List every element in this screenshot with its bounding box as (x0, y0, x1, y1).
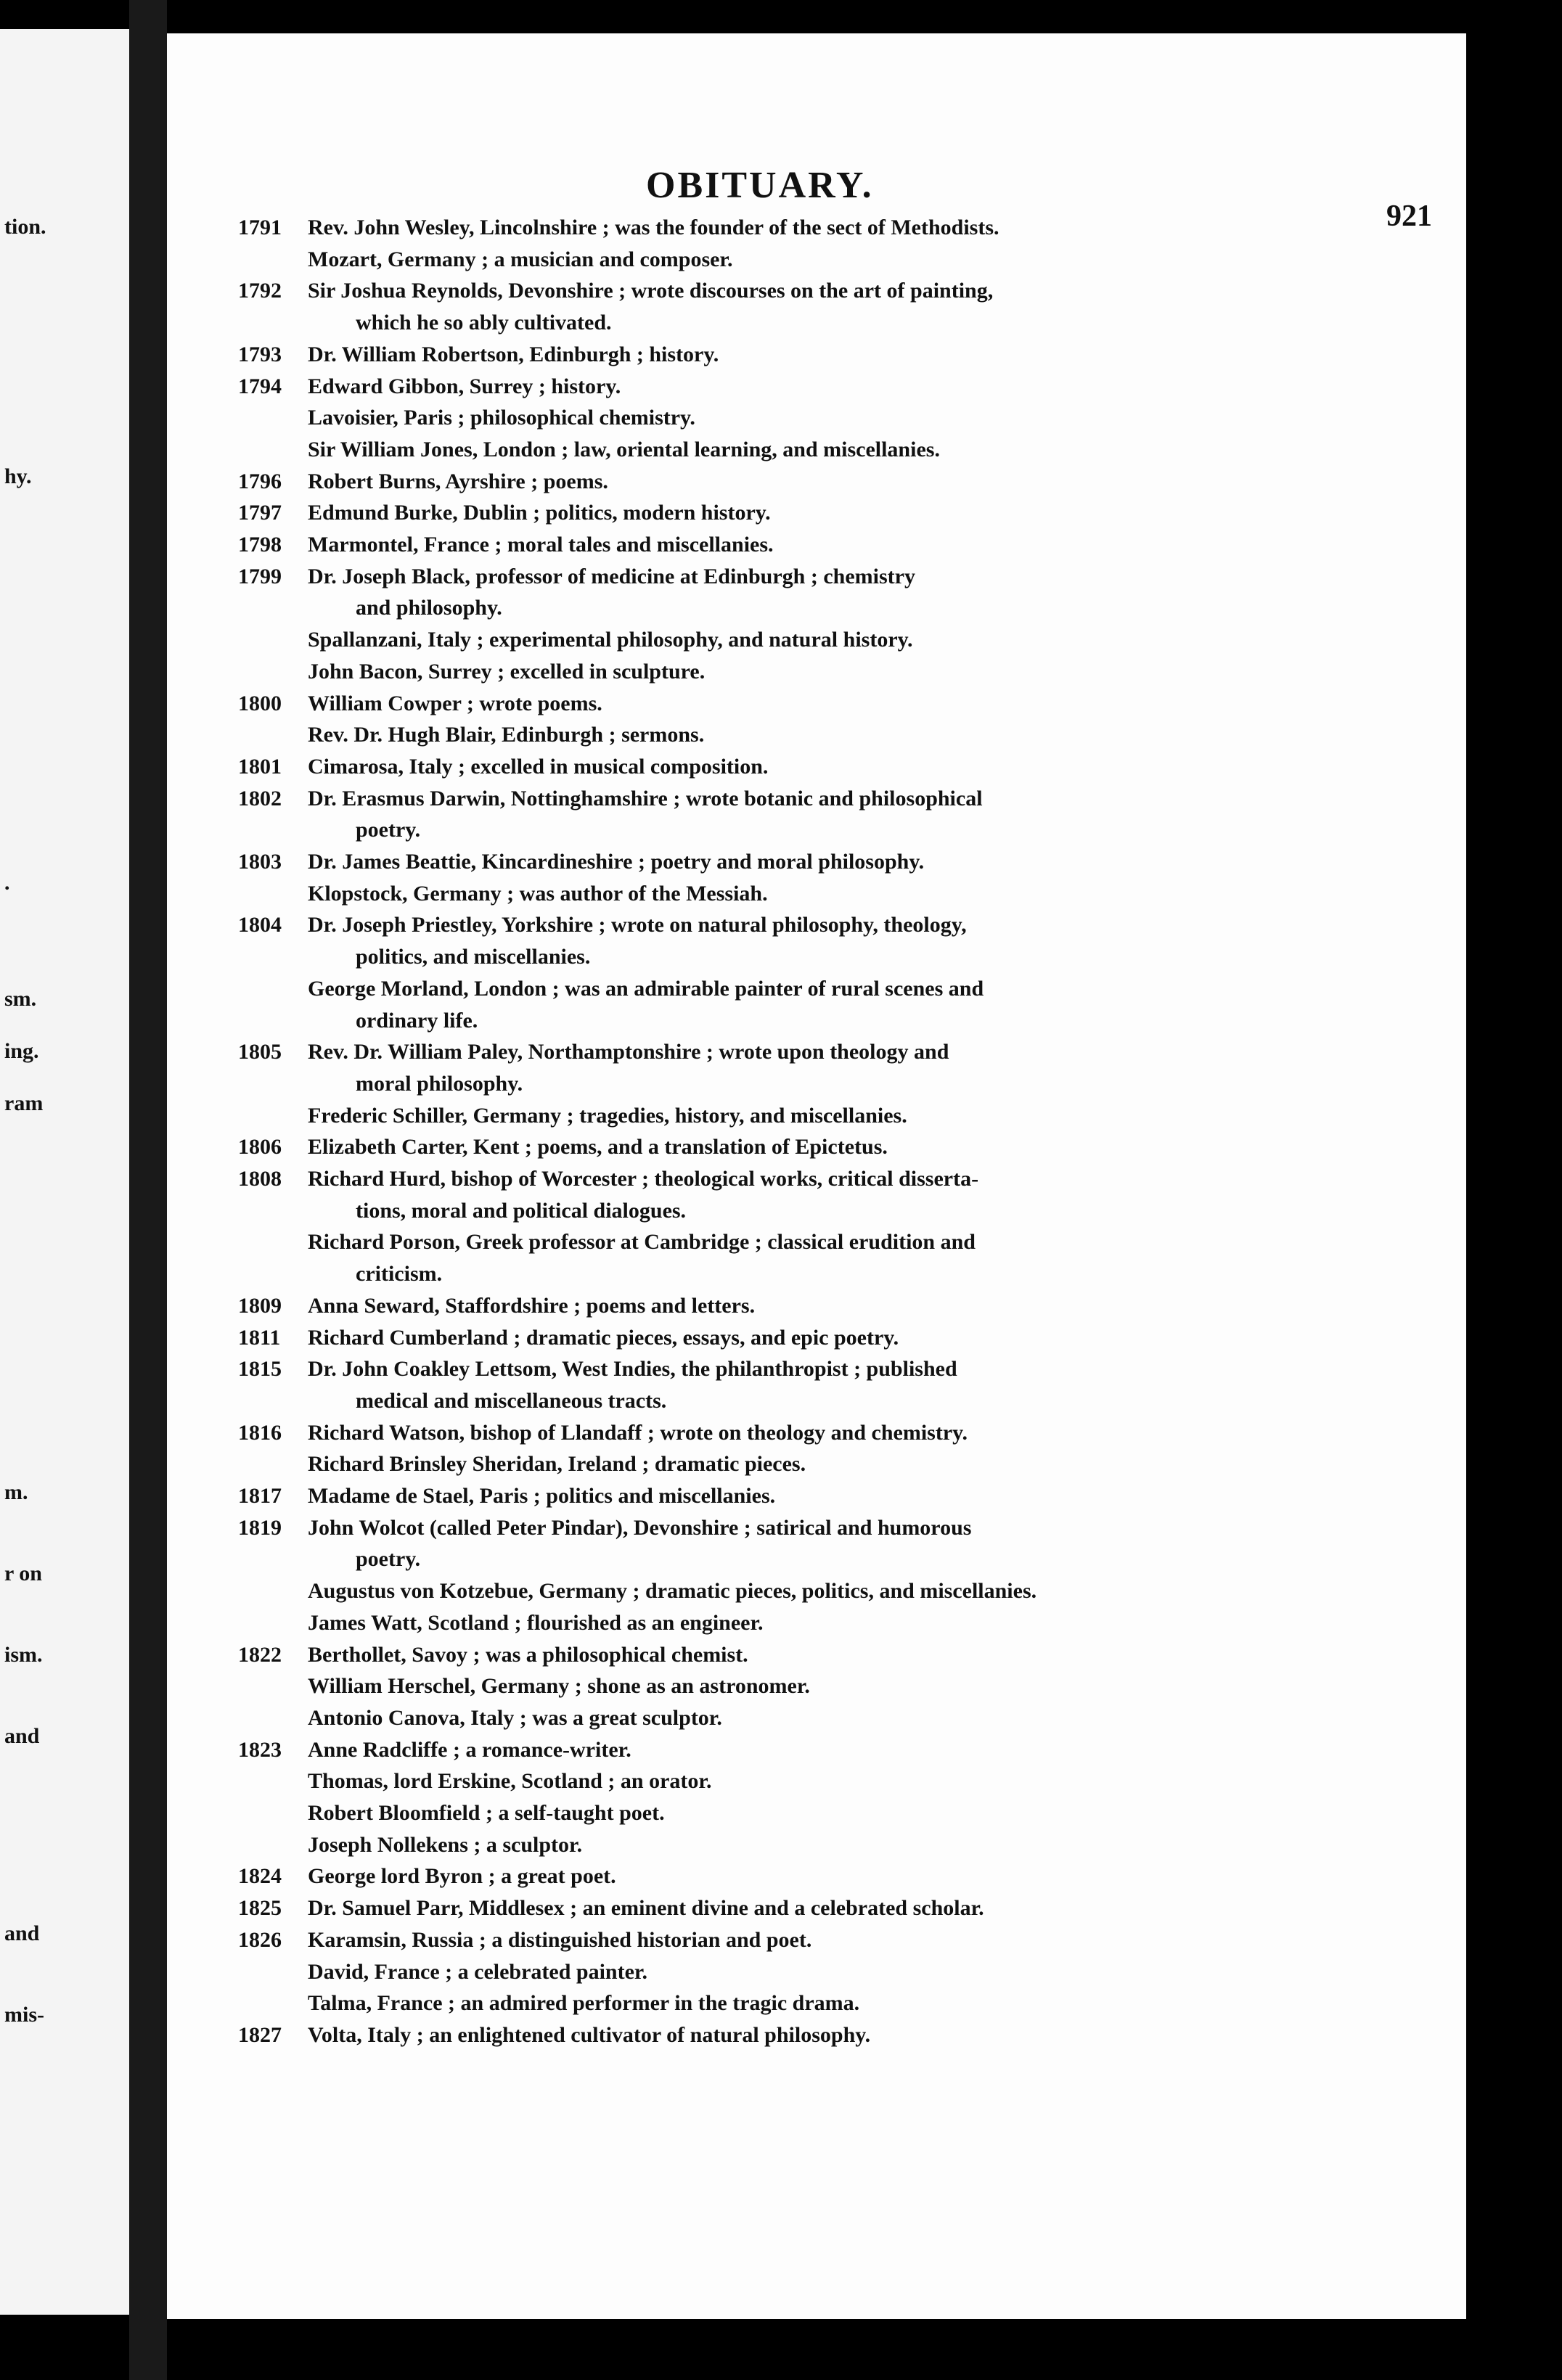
obituary-entry (238, 691, 602, 717)
entry-year: 1824 (238, 1864, 282, 1888)
entry-year: 1794 (238, 374, 282, 398)
obituary-entry (238, 1515, 971, 1541)
entry-text: Dr. James Beattie, Kincardineshire ; poetry and moral philosophy. (308, 850, 925, 874)
entry-text: Dr. Erasmus Darwin, Nottinghamshire ; wrote botanic and philosophical (308, 787, 983, 811)
entry-text: Richard Brinsley Sheridan, Ireland ; dramatic pieces. (308, 1452, 806, 1476)
obituary-entry (238, 247, 733, 273)
entry-year: 1802 (238, 787, 282, 811)
entry-text: Cimarosa, Italy ; excelled in musical composition. (308, 755, 769, 779)
entry-text: moral philosophy. (356, 1072, 523, 1096)
entry-year: 1798 (238, 533, 282, 557)
obituary-entry (238, 849, 924, 875)
entry-text: Berthollet, Savoy ; was a philosophical chemist. (308, 1643, 748, 1667)
entry-text: which he so ably cultivated. (356, 311, 612, 335)
obituary-entry (238, 2022, 870, 2048)
entry-text: and philosophy. (356, 596, 502, 620)
obituary-entry (238, 1420, 968, 1446)
entry-text: Antonio Canova, Italy ; was a great sculptor. (308, 1706, 722, 1730)
obituary-entry (238, 1800, 665, 1826)
entry-text: Marmontel, France ; moral tales and miscellanies. (308, 533, 774, 557)
obituary-entry (238, 1261, 442, 1287)
left-page-fragment: tion. (4, 215, 46, 239)
obituary-entry (238, 1927, 811, 1953)
obituary-entry (238, 627, 912, 653)
obituary-entry (238, 1705, 722, 1731)
left-page-fragment: mis- (4, 2003, 44, 2027)
obituary-entry (238, 1895, 984, 1921)
entry-text: Thomas, lord Erskine, Scotland ; an orator. (308, 1769, 712, 1793)
entry-year: 1817 (238, 1484, 282, 1508)
obituary-entry (238, 1863, 616, 1889)
entry-text: Dr. William Robertson, Edinburgh ; history. (308, 342, 719, 366)
entry-text: John Wolcot (called Peter Pindar), Devonshire ; satirical and humorous (308, 1516, 972, 1540)
entry-year: 1827 (238, 2023, 282, 2047)
scan-border (1466, 0, 1562, 2380)
entry-text: Rev. Dr. William Paley, Northamptonshire ; wrote upon theology and (308, 1040, 949, 1064)
obituary-entry (238, 722, 704, 748)
left-page-fragment: and (4, 1921, 40, 1945)
obituary-entry (238, 1293, 755, 1319)
entry-text: Edward Gibbon, Surrey ; history. (308, 374, 621, 398)
obituary-entry (238, 1832, 582, 1858)
entry-text: Madame de Stael, Paris ; politics and miscellanies. (308, 1484, 776, 1508)
entry-year: 1809 (238, 1294, 282, 1318)
entry-text: Richard Porson, Greek professor at Cambridge ; classical erudition and (308, 1230, 976, 1254)
entry-year: 1791 (238, 216, 282, 239)
entry-year: 1816 (238, 1421, 282, 1445)
entry-text: Edmund Burke, Dublin ; politics, modern history. (308, 501, 771, 525)
obituary-entry (238, 1229, 976, 1255)
entry-text: William Herschel, Germany ; shone as an astronomer. (308, 1674, 810, 1698)
entry-text: Dr. Joseph Black, professor of medicine at Edinburgh ; chemistry (308, 565, 915, 588)
obituary-entry (238, 1642, 748, 1668)
obituary-entry (238, 500, 771, 526)
obituary-entry (238, 1673, 810, 1699)
page-title: OBITUARY. (646, 165, 874, 206)
obituary-entry (238, 1959, 647, 1985)
page-number: 921 (1386, 200, 1432, 233)
obituary-entry (238, 786, 983, 812)
entry-year: 1793 (238, 342, 282, 366)
entry-year: 1826 (238, 1928, 282, 1952)
entry-text: Lavoisier, Paris ; philosophical chemistry. (308, 406, 695, 430)
entry-text: poetry. (356, 1547, 421, 1571)
left-page-fragment: ing. (4, 1039, 39, 1063)
obituary-entry (238, 1039, 949, 1065)
entry-year: 1825 (238, 1896, 282, 1920)
obituary-entry (238, 342, 719, 368)
entry-text: Sir William Jones, London ; law, oriental learning, and miscellanies. (308, 438, 940, 461)
entry-year: 1792 (238, 279, 282, 303)
obituary-entry (238, 437, 940, 463)
obituary-entry (238, 1737, 631, 1763)
obituary-entry (238, 1325, 899, 1351)
obituary-entry (238, 278, 993, 304)
entry-text: George Morland, London ; was an admirable painter of rural scenes and (308, 977, 984, 1001)
entry-year: 1819 (238, 1516, 282, 1540)
entry-year: 1805 (238, 1040, 282, 1064)
obituary-entry (238, 976, 984, 1002)
obituary-entry (238, 1768, 711, 1794)
obituary-page (167, 33, 1466, 2319)
obituary-entry (238, 912, 967, 938)
book-gutter (129, 0, 167, 2380)
entry-text: George lord Byron ; a great poet. (308, 1864, 616, 1888)
entry-text: Mozart, Germany ; a musician and composer. (308, 247, 733, 271)
entry-year: 1796 (238, 469, 282, 493)
entry-text: William Cowper ; wrote poems. (308, 692, 602, 715)
entry-text: poetry. (356, 818, 421, 842)
entry-text: Rev. John Wesley, Lincolnshire ; was the founder of the sect of Methodists. (308, 216, 999, 239)
obituary-entry (238, 532, 774, 558)
entry-text: Spallanzani, Italy ; experimental philosophy, and natural history. (308, 628, 913, 652)
left-page-fragment: . (4, 871, 10, 895)
obituary-entry (238, 1356, 957, 1382)
entry-text: Joseph Nollekens ; a sculptor. (308, 1833, 583, 1857)
entry-year: 1803 (238, 850, 282, 874)
obituary-entry (238, 215, 999, 241)
entry-text: Augustus von Kotzebue, Germany ; dramatic pieces, politics, and miscellanies. (308, 1579, 1037, 1603)
obituary-entry (238, 754, 768, 780)
entry-text: Frederic Schiller, Germany ; tragedies, history, and miscellanies. (308, 1104, 907, 1128)
entry-text: Volta, Italy ; an enlightened cultivator of natural philosophy. (308, 2023, 871, 2047)
obituary-entry (238, 1198, 686, 1224)
entry-text: Karamsin, Russia ; a distinguished historian and poet. (308, 1928, 812, 1952)
obituary-entry (238, 405, 695, 431)
obituary-entry (238, 1134, 888, 1160)
entry-year: 1799 (238, 565, 282, 588)
obituary-entry (238, 1103, 907, 1129)
left-page-fragment: m. (4, 1480, 28, 1504)
left-page-fragment: sm. (4, 987, 37, 1011)
entry-text: Sir Joshua Reynolds, Devonshire ; wrote discourses on the art of painting, (308, 279, 994, 303)
obituary-entry (238, 1578, 1036, 1604)
entry-text: John Bacon, Surrey ; excelled in sculpture. (308, 660, 706, 684)
entry-text: David, France ; a celebrated painter. (308, 1960, 647, 1984)
entry-year: 1804 (238, 913, 282, 937)
entry-year: 1797 (238, 501, 282, 525)
obituary-entry (238, 1166, 978, 1192)
entry-text: Dr. Samuel Parr, Middlesex ; an eminent divine and a celebrated scholar. (308, 1896, 984, 1920)
obituary-entry (238, 1990, 859, 2016)
entry-text: Robert Bloomfield ; a self-taught poet. (308, 1801, 665, 1825)
entry-text: tions, moral and political dialogues. (356, 1199, 687, 1223)
obituary-entry (238, 817, 420, 843)
entry-year: 1806 (238, 1135, 282, 1159)
entry-text: ordinary life. (356, 1009, 478, 1033)
entry-year: 1800 (238, 692, 282, 715)
entry-text: James Watt, Scotland ; flourished as an engineer. (308, 1611, 764, 1635)
entry-text: politics, and miscellanies. (356, 945, 591, 969)
entry-text: medical and miscellaneous tracts. (356, 1389, 667, 1413)
left-page-fragment: and (4, 1724, 40, 1748)
obituary-entry (238, 659, 705, 685)
obituary-entry (238, 564, 915, 590)
obituary-entry (238, 1451, 806, 1477)
entry-year: 1823 (238, 1738, 282, 1762)
entry-year: 1811 (238, 1326, 281, 1350)
entry-text: Richard Hurd, bishop of Worcester ; theological works, critical disserta- (308, 1167, 979, 1191)
obituary-entry (238, 1483, 775, 1509)
entry-year: 1822 (238, 1643, 282, 1667)
obituary-entry (238, 944, 590, 970)
obituary-entry (238, 881, 768, 907)
left-page-fragment: ram (4, 1091, 44, 1115)
obituary-entry (238, 374, 621, 400)
entry-year: 1815 (238, 1357, 282, 1381)
obituary-entry (238, 1071, 523, 1097)
entry-year: 1808 (238, 1167, 282, 1191)
entry-text: Dr. John Coakley Lettsom, West Indies, the philanthropist ; published (308, 1357, 957, 1381)
obituary-entry (238, 310, 612, 336)
entry-text: Dr. Joseph Priestley, Yorkshire ; wrote on natural philosophy, theology, (308, 913, 967, 937)
entry-text: Robert Burns, Ayrshire ; poems. (308, 469, 608, 493)
obituary-entry (238, 1008, 478, 1034)
entry-text: Rev. Dr. Hugh Blair, Edinburgh ; sermons. (308, 723, 705, 747)
entry-text: criticism. (356, 1262, 443, 1286)
entry-text: Elizabeth Carter, Kent ; poems, and a translation of Epictetus. (308, 1135, 888, 1159)
entry-year: 1801 (238, 755, 282, 779)
entry-text: Anne Radcliffe ; a romance-writer. (308, 1738, 631, 1762)
obituary-entry (238, 1546, 420, 1572)
entry-text: Richard Watson, bishop of Llandaff ; wrote on theology and chemistry. (308, 1421, 968, 1445)
obituary-entry (238, 595, 502, 621)
entry-text: Richard Cumberland ; dramatic pieces, essays, and epic poetry. (308, 1326, 899, 1350)
entry-text: Klopstock, Germany ; was author of the Messiah. (308, 882, 768, 906)
obituary-entry (238, 1610, 764, 1636)
obituary-entry (238, 1388, 666, 1414)
left-page-fragment: hy. (4, 464, 32, 488)
left-page-fragment: ism. (4, 1643, 43, 1667)
left-facing-page (0, 29, 129, 2315)
obituary-entry (238, 469, 608, 495)
entry-text: Anna Seward, Staffordshire ; poems and letters. (308, 1294, 756, 1318)
left-page-fragment: r on (4, 1562, 42, 1585)
entry-text: Talma, France ; an admired performer in the tragic drama. (308, 1991, 860, 2015)
